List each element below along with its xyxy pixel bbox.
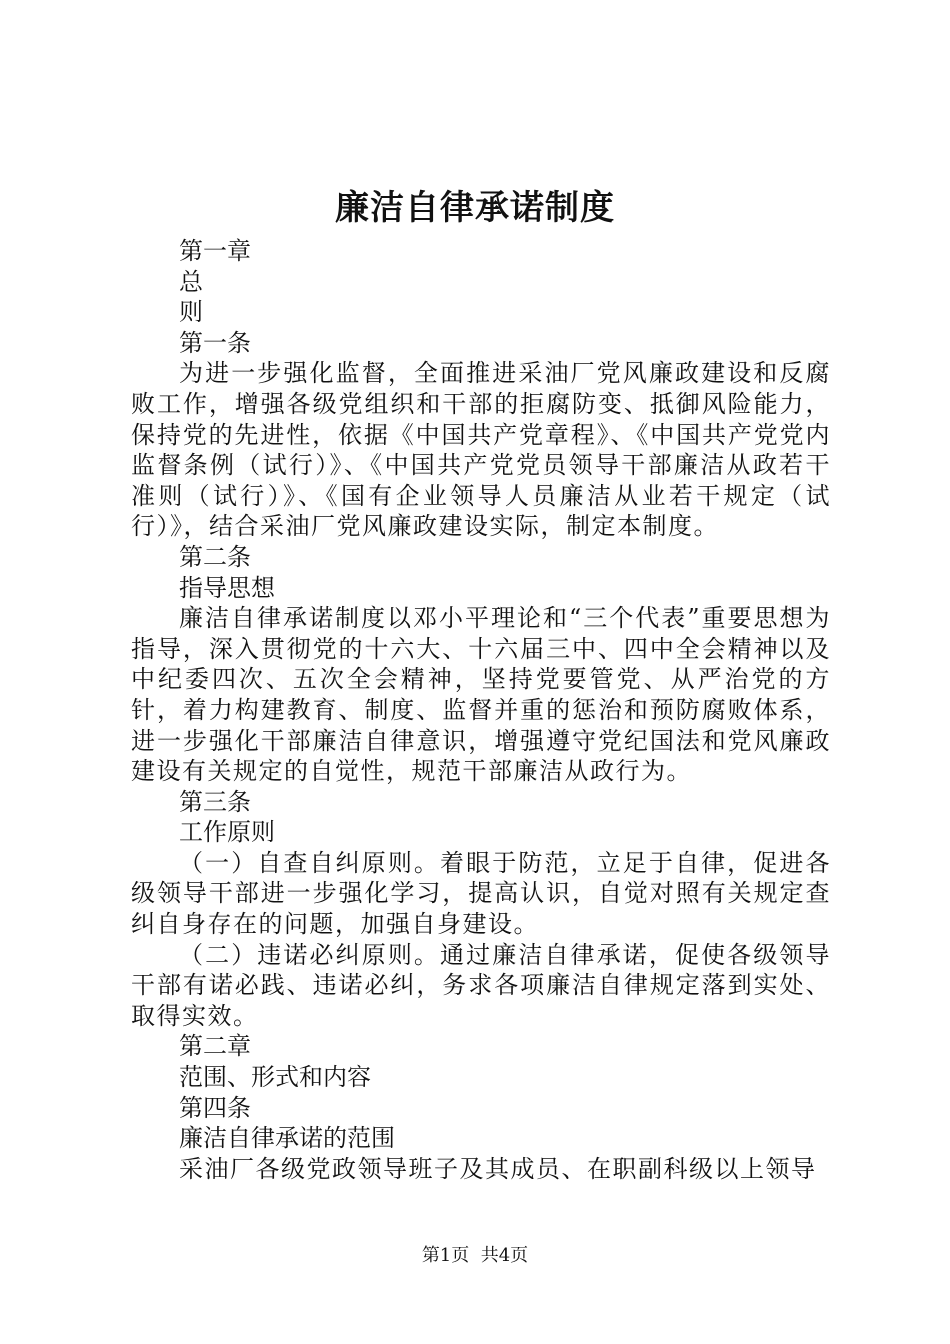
chapter-title: 范围、形式和内容 — [179, 1063, 371, 1092]
paragraph: 廉洁自律承诺制度以邓小平理论和“三个代表”重要思想为指导，深入贯彻党的十六大、十六届三中、四中全会精神以及中纪委四次、五次全会精神，坚持党要管党、从严治党的方针，着力构建教育、制度、监督并重的惩治和预防腐败体系，进一步强化干部廉洁自律意识，增强遵守党纪国法和党风廉政建设有关规定的自觉性，规范干部廉洁从政行为。 — [131, 604, 831, 786]
paragraph: （二）违诺必纠原则。通过廉洁自律承诺，促使各级领导干部有诺必践、违诺必纠，务求各项廉洁自律规定落到实处、取得实效。 — [131, 940, 831, 1030]
article-title: 指导思想 — [179, 573, 275, 602]
page-footer — [0, 1244, 950, 1268]
article-heading: 第四条 — [179, 1093, 251, 1122]
page-number: 第1页 — [421, 1245, 470, 1266]
article-title: 工作原则 — [179, 818, 275, 847]
article-title: 廉洁自律承诺的范围 — [179, 1124, 395, 1153]
chapter-heading: 第二章 — [179, 1032, 251, 1061]
article-heading: 第三条 — [179, 787, 251, 816]
page-title: 廉洁自律承诺制度 — [335, 188, 615, 228]
chapter-heading: 第一章 — [179, 237, 251, 265]
article-heading: 第二条 — [179, 542, 251, 571]
paragraph: 采油厂各级党政领导班子及其成员、在职副科级以上领导 — [179, 1154, 817, 1183]
article-heading: 第一条 — [179, 328, 251, 357]
paragraph: （一）自查自纠原则。着眼于防范，立足于自律，促进各级领导干部进一步强化学习，提高认识，自觉对照有关规定查纠自身存在的问题，加强自身建设。 — [131, 848, 831, 939]
chapter-title-part: 则 — [179, 298, 203, 327]
document-body — [131, 236, 831, 1184]
paragraph: 为进一步强化监督，全面推进采油厂党风廉政建设和反腐败工作，增强各级党组织和干部的拒腐防变、抵御风险能力，保持党的先进性，依据《中国共产党章程》、《中国共产党党内监督条例（试行）》、《中国共产党党员领导干部廉洁从政若干准则（试行）》、《国有企业领导人员廉洁从业若干规定（试行）》，结合采油厂党风廉政建设实际，制定本制度。 — [131, 359, 831, 541]
chapter-title-part: 总 — [179, 267, 203, 296]
footer-spacer — [469, 1245, 480, 1266]
page-total: 共4页 — [480, 1245, 529, 1266]
